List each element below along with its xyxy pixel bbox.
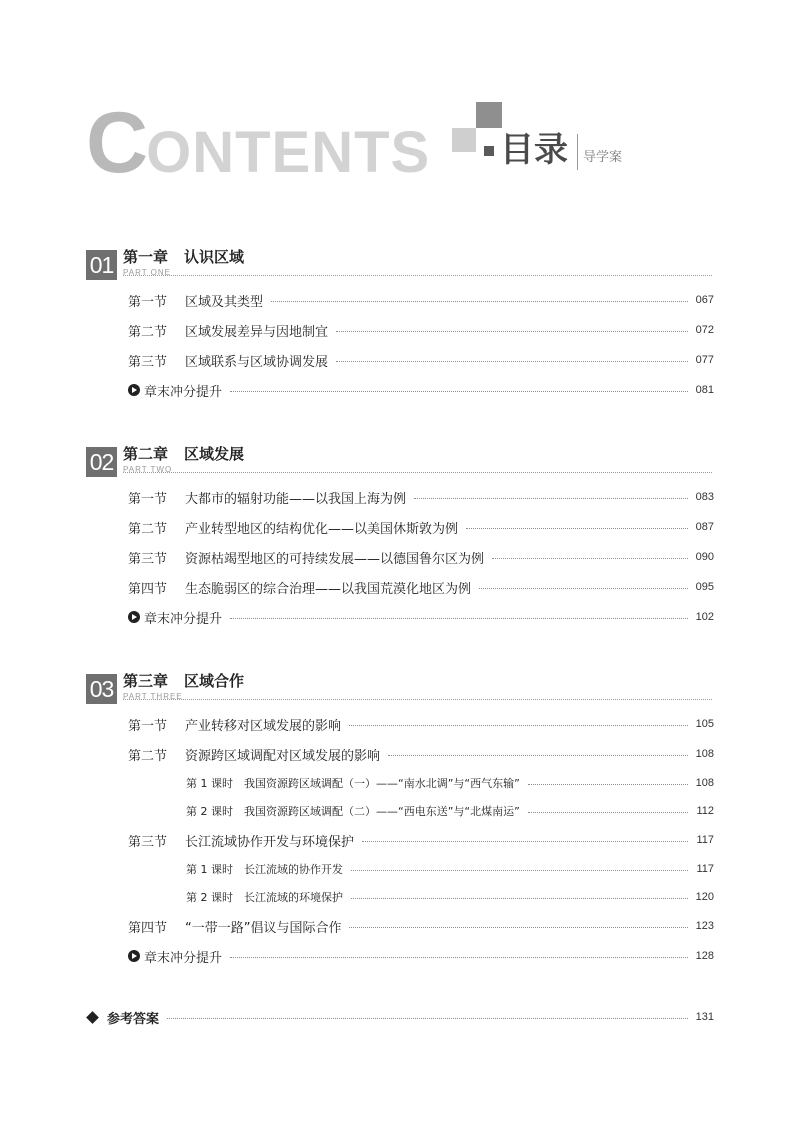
toc-subentry[interactable] [186, 888, 714, 906]
play-icon [128, 950, 140, 962]
section-label: 第一节 [128, 491, 168, 507]
section-title: 区域联系与区域协调发展 [185, 354, 329, 370]
lesson-label: 第 2 课时 [186, 805, 233, 818]
chapter-name: 区域合作 [184, 672, 245, 690]
page-number: 108 [695, 748, 714, 760]
lesson-label: 第 1 课时 [186, 863, 233, 876]
chapter-name: 认识区域 [184, 248, 245, 266]
chapter-title[interactable] [123, 246, 244, 267]
toc-entry[interactable] [128, 715, 714, 733]
toc-entry[interactable] [128, 518, 714, 536]
chapter-number: 03 [86, 674, 117, 704]
section-title: 生态脆弱区的综合治理——以我国荒漠化地区为例 [185, 581, 472, 597]
chapter-part: PART TWO [123, 465, 173, 474]
leader-dots [528, 784, 688, 785]
leader-dots [167, 1018, 688, 1019]
lesson-label: 第 1 课时 [186, 777, 233, 790]
section-label: 第三节 [128, 834, 168, 850]
toc-entry[interactable] [128, 291, 714, 309]
review-title: 章末冲分提升 [144, 611, 223, 627]
leader-dots [271, 301, 688, 302]
section-label: 第三节 [128, 551, 168, 567]
toc-review-entry[interactable] [128, 947, 714, 965]
toc-answers-entry[interactable] [86, 1008, 714, 1026]
leader-dots [230, 618, 688, 619]
chapter-label: 第一章 [123, 248, 169, 266]
lesson-title: 我国资源跨区域调配（二）——“西电东送”与“北煤南运” [244, 805, 520, 818]
subtitle: 导学案 [583, 150, 623, 165]
page-number: 108 [695, 777, 714, 789]
contents-header [86, 95, 646, 191]
contents-title [86, 95, 431, 196]
leader-dots [230, 391, 688, 392]
section-label: 第三节 [128, 354, 168, 370]
toc-entry[interactable] [128, 917, 714, 935]
review-title: 章末冲分提升 [144, 950, 223, 966]
chapter-part: PART THREE [123, 692, 183, 701]
toc-entry[interactable] [128, 831, 714, 849]
page-number: 102 [695, 611, 714, 623]
section-title: 区域发展差异与因地制宜 [185, 324, 329, 340]
chapter-title[interactable] [123, 670, 244, 691]
mulu-title: 目录 [500, 130, 568, 170]
contents-title-rest: ONTENTS [146, 120, 431, 185]
section-title: 区域及其类型 [185, 294, 264, 310]
page-number: 112 [696, 805, 714, 817]
chapter-label: 第三章 [123, 672, 169, 690]
leader-dots [414, 498, 688, 499]
page-number: 131 [695, 1011, 714, 1023]
toc-review-entry[interactable] [128, 381, 714, 399]
toc-subentry[interactable] [186, 860, 714, 878]
chapter-name: 区域发展 [184, 445, 245, 463]
leader-dots [362, 841, 688, 842]
lesson-title: 长江流域的协作开发 [244, 863, 343, 876]
decor-square-dark [476, 102, 502, 128]
page-number: 117 [696, 863, 714, 875]
page-number: 072 [695, 324, 714, 336]
decor-square-light [452, 128, 476, 152]
section-label: 第二节 [128, 324, 168, 340]
page-number: 120 [695, 891, 714, 903]
leader-dots [492, 558, 688, 559]
section-label: 第一节 [128, 718, 168, 734]
section-title: 大都市的辐射功能——以我国上海为例 [185, 491, 407, 507]
leader-dots [388, 755, 688, 756]
play-icon [128, 384, 140, 396]
page-number: 081 [695, 384, 714, 396]
toc-subentry[interactable] [186, 802, 714, 820]
lesson-title: 我国资源跨区域调配（一）——“南水北调”与“西气东输” [244, 777, 520, 790]
page-number: 095 [695, 581, 714, 593]
chapter-divider [123, 472, 712, 473]
leader-dots [479, 588, 688, 589]
chapter-divider [123, 699, 712, 700]
chapter-title[interactable] [123, 443, 244, 464]
chapter-divider [123, 275, 712, 276]
section-label: 第一节 [128, 294, 168, 310]
leader-dots [349, 725, 688, 726]
toc-entry[interactable] [128, 488, 714, 506]
toc-entry[interactable] [128, 578, 714, 596]
leader-dots [349, 927, 687, 928]
leader-dots [351, 870, 688, 871]
leader-dots [336, 331, 688, 332]
leader-dots [230, 957, 688, 958]
decor-square-small [484, 146, 494, 156]
section-label: 第四节 [128, 581, 168, 597]
section-label: 第四节 [128, 920, 168, 936]
section-title: “一带一路”倡议与国际合作 [185, 920, 342, 936]
section-title: 产业转移对区域发展的影响 [185, 718, 342, 734]
toc-entry[interactable] [128, 548, 714, 566]
answers-title: 参考答案 [107, 1011, 160, 1027]
page-number: 067 [695, 294, 714, 306]
play-icon [128, 611, 140, 623]
leader-dots [336, 361, 688, 362]
review-title: 章末冲分提升 [144, 384, 223, 400]
contents-title-initial: C [86, 95, 147, 191]
diamond-icon [86, 1011, 99, 1024]
title-divider [577, 134, 578, 170]
page-number: 083 [695, 491, 714, 503]
toc-subentry[interactable] [186, 774, 714, 792]
toc-review-entry[interactable] [128, 608, 714, 626]
page-number: 087 [695, 521, 714, 533]
section-title: 资源跨区域调配对区域发展的影响 [185, 748, 381, 764]
page-number: 128 [695, 950, 714, 962]
toc-entry[interactable] [128, 745, 714, 763]
section-label: 第二节 [128, 521, 168, 537]
chapter-label: 第二章 [123, 445, 169, 463]
page-number: 105 [695, 718, 714, 730]
page-number: 090 [695, 551, 714, 563]
toc-entry[interactable] [128, 351, 714, 369]
toc-entry[interactable] [128, 321, 714, 339]
section-label: 第二节 [128, 748, 168, 764]
leader-dots [466, 528, 688, 529]
section-title: 资源枯竭型地区的可持续发展——以德国鲁尔区为例 [185, 551, 485, 567]
chapter-number: 01 [86, 250, 117, 280]
lesson-label: 第 2 课时 [186, 891, 233, 904]
section-title: 长江流域协作开发与环境保护 [185, 834, 355, 850]
page-number: 077 [695, 354, 714, 366]
chapter-part: PART ONE [123, 268, 172, 277]
leader-dots [351, 898, 688, 899]
section-title: 产业转型地区的结构优化——以美国休斯敦为例 [185, 521, 459, 537]
chapter-number: 02 [86, 447, 117, 477]
leader-dots [528, 812, 689, 813]
page-number: 123 [695, 920, 714, 932]
lesson-title: 长江流域的环境保护 [244, 891, 343, 904]
page-number: 117 [696, 834, 714, 846]
